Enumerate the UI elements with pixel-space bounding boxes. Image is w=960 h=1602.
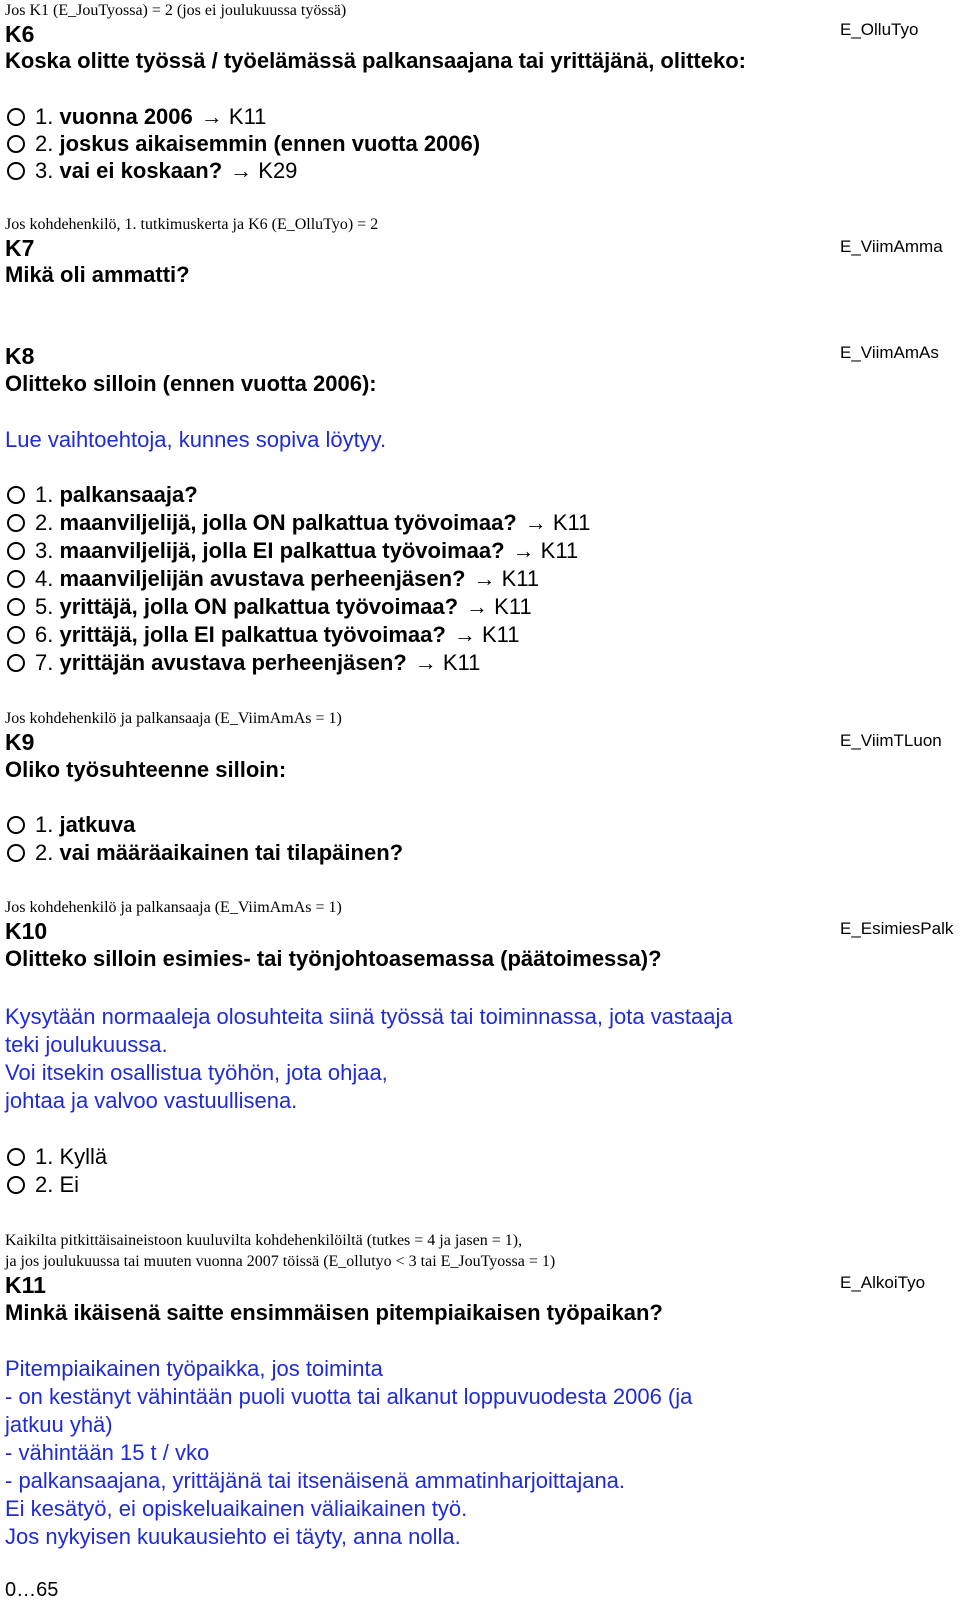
answer-option[interactable] <box>5 839 403 867</box>
option-text: yrittäjä, jolla ON palkattua työvoimaa? <box>59 594 459 619</box>
variable-name: E_ViimTLuon <box>840 731 942 750</box>
interviewer-instruction: Jos nykyisen kuukausiehto ei täyty, anna nolla. <box>5 1524 461 1549</box>
answer-option[interactable] <box>5 649 480 677</box>
option-label: 4. <box>35 566 54 591</box>
answer-option[interactable] <box>5 130 480 158</box>
option-text: vuonna 2006 <box>59 104 193 129</box>
condition-text: ja jos joulukuussa tai muuten vuonna 2007 töissä (E_ollutyo < 3 tai E_JouTyossa = 1) <box>5 1253 556 1270</box>
option-text: jatkuva <box>59 812 136 837</box>
goto-label: K11 <box>501 566 540 591</box>
option-label: 7. <box>35 650 54 675</box>
question-text: Oliko työsuhteenne silloin: <box>5 757 287 782</box>
arrow-right-icon: → <box>453 622 476 647</box>
goto-label: K29 <box>258 158 298 183</box>
question-number: K8 <box>5 343 35 369</box>
option-label: 2. <box>35 131 54 156</box>
goto-label: K11 <box>552 510 591 535</box>
goto-label: K11 <box>442 650 481 675</box>
answer-option[interactable] <box>5 103 266 131</box>
option-label: 3. <box>35 538 54 563</box>
option-text: yrittäjän avustava perheenjäsen? <box>59 650 407 675</box>
interviewer-instruction: Voi itsekin osallistua työhön, jota ohjaa, <box>5 1060 388 1085</box>
option-label: 3. <box>35 158 54 183</box>
question-number: K10 <box>5 918 48 944</box>
arrow-right-icon: → <box>524 510 547 535</box>
option-label: 2. <box>35 840 54 865</box>
condition-text: Kaikilta pitkittäisaineistoon kuuluvilta kohdehenkilöiltä (tutkes = 4 ja jasen = 1), <box>5 1232 523 1249</box>
arrow-right-icon: → <box>473 566 496 591</box>
question-text: Olitteko silloin (ennen vuotta 2006): <box>5 371 377 396</box>
answer-option[interactable] <box>5 811 135 839</box>
goto-label: K11 <box>494 594 532 619</box>
interviewer-instruction: Lue vaihtoehtoja, kunnes sopiva löytyy. <box>5 427 387 452</box>
option-label: 5. <box>35 594 54 619</box>
answer-range: 0…65 <box>5 1579 59 1601</box>
radio-button[interactable] <box>7 598 25 616</box>
radio-button[interactable] <box>7 514 25 532</box>
question-text: Mikä oli ammatti? <box>5 262 190 287</box>
option-text: palkansaaja? <box>59 482 198 507</box>
answer-option[interactable] <box>5 157 297 185</box>
arrow-right-icon: → <box>512 538 535 563</box>
arrow-right-icon: → <box>200 104 223 129</box>
question-number: K9 <box>5 729 35 755</box>
condition-text: Jos kohdehenkilö ja palkansaaja (E_ViimAmAs = 1) <box>5 710 342 727</box>
answer-option[interactable] <box>5 537 578 565</box>
option-label: 1. <box>35 1144 54 1169</box>
interviewer-instruction: Pitempiaikainen työpaikka, jos toiminta <box>5 1356 383 1381</box>
radio-button[interactable] <box>7 816 25 834</box>
variable-name: E_ViimAmAs <box>840 343 939 362</box>
option-label: 2. <box>35 510 54 535</box>
answer-option[interactable] <box>5 565 539 593</box>
option-label: 6. <box>35 622 54 647</box>
radio-button[interactable] <box>7 135 25 153</box>
goto-label: K11 <box>481 622 520 647</box>
interviewer-instruction: - on kestänyt vähintään puoli vuotta tai alkanut loppuvuodesta 2006 (ja <box>5 1384 693 1409</box>
answer-option[interactable] <box>5 1143 107 1171</box>
question-number: K6 <box>5 21 35 47</box>
goto-label: K11 <box>228 104 267 129</box>
option-label: 1. <box>35 812 54 837</box>
option-text: maanviljelijän avustava perheenjäsen? <box>59 566 466 591</box>
question-text: Minkä ikäisenä saitte ensimmäisen pitempiaikaisen työpaikan? <box>5 1300 663 1325</box>
answer-option[interactable] <box>5 1171 79 1199</box>
goto-label: K11 <box>540 538 579 563</box>
interviewer-instruction: - palkansaajana, yrittäjänä tai itsenäisenä ammatinharjoittajana. <box>5 1468 626 1493</box>
radio-button[interactable] <box>7 844 25 862</box>
interviewer-instruction: Ei kesätyö, ei opiskeluaikainen väliaikainen työ. <box>5 1496 468 1521</box>
option-text: vai määräaikainen tai tilapäinen? <box>59 840 404 865</box>
option-text: yrittäjä, jolla EI palkattua työvoimaa? <box>59 622 446 647</box>
option-label: 1. <box>35 104 54 129</box>
interviewer-instruction: jatkuu yhä) <box>5 1412 113 1437</box>
condition-text: Jos kohdehenkilö ja palkansaaja (E_ViimAmAs = 1) <box>5 899 342 916</box>
answer-option[interactable] <box>5 621 519 649</box>
arrow-right-icon: → <box>466 594 489 619</box>
radio-button[interactable] <box>7 626 25 644</box>
answer-option[interactable] <box>5 481 198 509</box>
variable-name: E_ViimAmma <box>840 237 943 256</box>
radio-button[interactable] <box>7 1148 25 1166</box>
interviewer-instruction: teki joulukuussa. <box>5 1032 168 1057</box>
radio-button[interactable] <box>7 570 25 588</box>
radio-button[interactable] <box>7 542 25 560</box>
radio-button[interactable] <box>7 486 25 504</box>
question-number: K11 <box>5 1272 46 1298</box>
question-number: K7 <box>5 235 35 261</box>
arrow-right-icon: → <box>230 158 253 183</box>
option-label: 1. <box>35 482 54 507</box>
variable-name: E_OlluTyo <box>840 20 919 39</box>
radio-button[interactable] <box>7 1176 25 1194</box>
interviewer-instruction: Kysytään normaaleja olosuhteita siinä työssä tai toiminnassa, jota vastaaja <box>5 1004 733 1029</box>
option-text: Ei <box>59 1172 80 1197</box>
option-text: joskus aikaisemmin (ennen vuotta 2006) <box>59 131 481 156</box>
option-label: 2. <box>35 1172 54 1197</box>
option-text: maanviljelijä, jolla ON palkattua työvoimaa? <box>59 510 517 535</box>
option-text: maanviljelijä, jolla EI palkattua työvoimaa? <box>59 538 505 563</box>
interviewer-instruction: johtaa ja valvoo vastuullisena. <box>5 1088 298 1113</box>
condition-text: Jos kohdehenkilö, 1. tutkimuskerta ja K6 (E_OlluTyo) = 2 <box>5 216 379 233</box>
variable-name: E_EsimiesPalk <box>840 919 954 938</box>
radio-button[interactable] <box>7 162 25 180</box>
answer-option[interactable] <box>5 509 590 537</box>
option-text: Kyllä <box>59 1144 108 1169</box>
answer-option[interactable] <box>5 593 532 621</box>
option-text: vai ei koskaan? <box>59 158 223 183</box>
variable-name: E_AlkoiTyo <box>840 1273 926 1292</box>
interviewer-instruction: - vähintään 15 t / vko <box>5 1440 210 1465</box>
question-text: Koska olitte työssä / työelämässä palkansaajana tai yrittäjänä, olitteko: <box>5 48 746 73</box>
radio-button[interactable] <box>7 654 25 672</box>
radio-button[interactable] <box>7 108 25 126</box>
condition-text: Jos K1 (E_JouTyossa) = 2 (jos ei joulukuussa työssä) <box>5 2 347 19</box>
question-text: Olitteko silloin esimies- tai työnjohtoasemassa (päätoimessa)? <box>5 946 662 971</box>
arrow-right-icon: → <box>414 650 437 675</box>
